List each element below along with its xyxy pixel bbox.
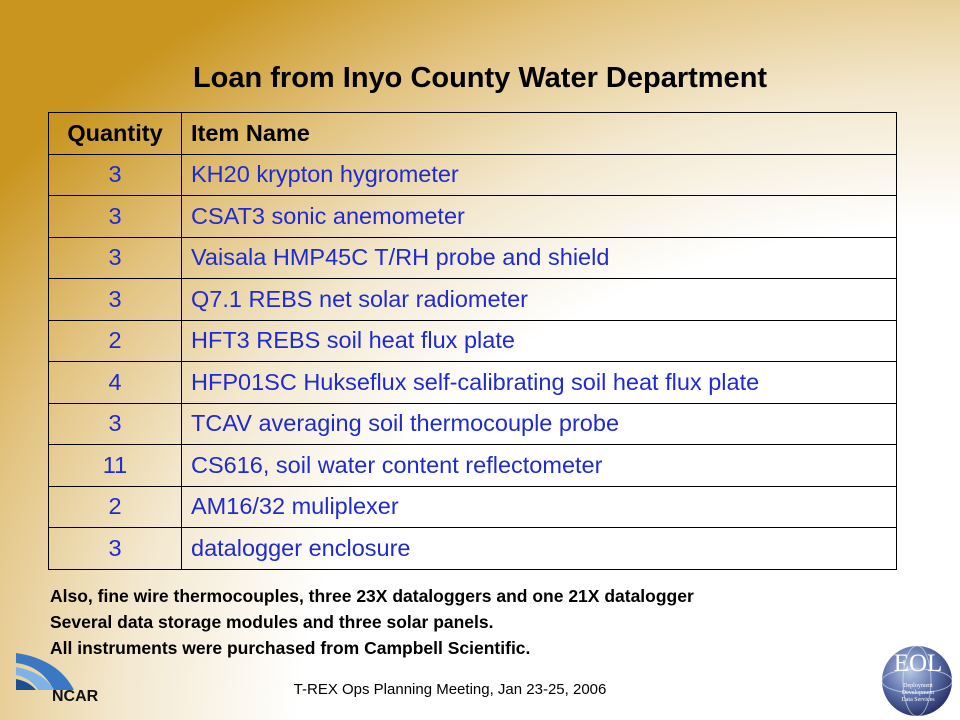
table-row xyxy=(49,279,897,321)
quantity-column-header: Quantity xyxy=(49,113,182,155)
table-row xyxy=(49,196,897,238)
slide-title: Loan from Inyo County Water Department xyxy=(192,62,768,94)
eol-subtext-line: Deployment xyxy=(903,683,933,689)
quantity-cell: 3 xyxy=(49,403,182,445)
table-row xyxy=(49,486,897,528)
eol-subtext-line: Development xyxy=(901,690,935,696)
item-name-cell: CSAT3 sonic anemometer xyxy=(182,196,897,238)
table-row xyxy=(49,362,897,404)
ncar-logo-text: NCAR xyxy=(52,688,99,705)
eol-logo-subtext xyxy=(893,683,943,704)
item-name-cell: TCAV averaging soil thermocouple probe xyxy=(182,403,897,445)
item-name-cell: Q7.1 REBS net solar radiometer xyxy=(182,279,897,321)
notes xyxy=(50,583,694,661)
quantity-cell: 3 xyxy=(49,528,182,570)
item-name-cell: KH20 krypton hygrometer xyxy=(182,154,897,196)
quantity-cell: 3 xyxy=(49,279,182,321)
item-name-cell: Vaisala HMP45C T/RH probe and shield xyxy=(182,237,897,279)
table-header-row xyxy=(49,113,897,155)
table-row xyxy=(49,528,897,570)
table-row xyxy=(49,445,897,487)
item-name-cell: HFP01SC Hukseflux self-calibrating soil heat flux plate xyxy=(182,362,897,404)
loan-table xyxy=(48,112,897,570)
table-row xyxy=(49,237,897,279)
table-row xyxy=(49,403,897,445)
table-row xyxy=(49,154,897,196)
note-line: Also, fine wire thermocouples, three 23X dataloggers and one 21X datalogger xyxy=(50,586,694,606)
quantity-cell: 3 xyxy=(49,237,182,279)
item-name-cell: HFT3 REBS soil heat flux plate xyxy=(182,320,897,362)
item-name-cell: datalogger enclosure xyxy=(182,528,897,570)
eol-logo-text: EOL xyxy=(893,650,943,677)
quantity-cell: 2 xyxy=(49,486,182,528)
table-row xyxy=(49,320,897,362)
note-line: Several data storage modules and three solar panels. xyxy=(50,612,494,632)
quantity-cell: 3 xyxy=(49,196,182,238)
footer-text: T-REX Ops Planning Meeting, Jan 23-25, 2006 xyxy=(293,681,607,698)
item-name-column-header: Item Name xyxy=(182,113,897,155)
quantity-cell: 3 xyxy=(49,154,182,196)
item-name-cell: CS616, soil water content reflectometer xyxy=(182,445,897,487)
quantity-cell: 11 xyxy=(49,445,182,487)
quantity-cell: 4 xyxy=(49,362,182,404)
eol-subtext-line: Data Services xyxy=(901,697,935,703)
item-name-cell: AM16/32 muliplexer xyxy=(182,486,897,528)
quantity-cell: 2 xyxy=(49,320,182,362)
note-line: All instruments were purchased from Campbell Scientific. xyxy=(50,638,531,658)
